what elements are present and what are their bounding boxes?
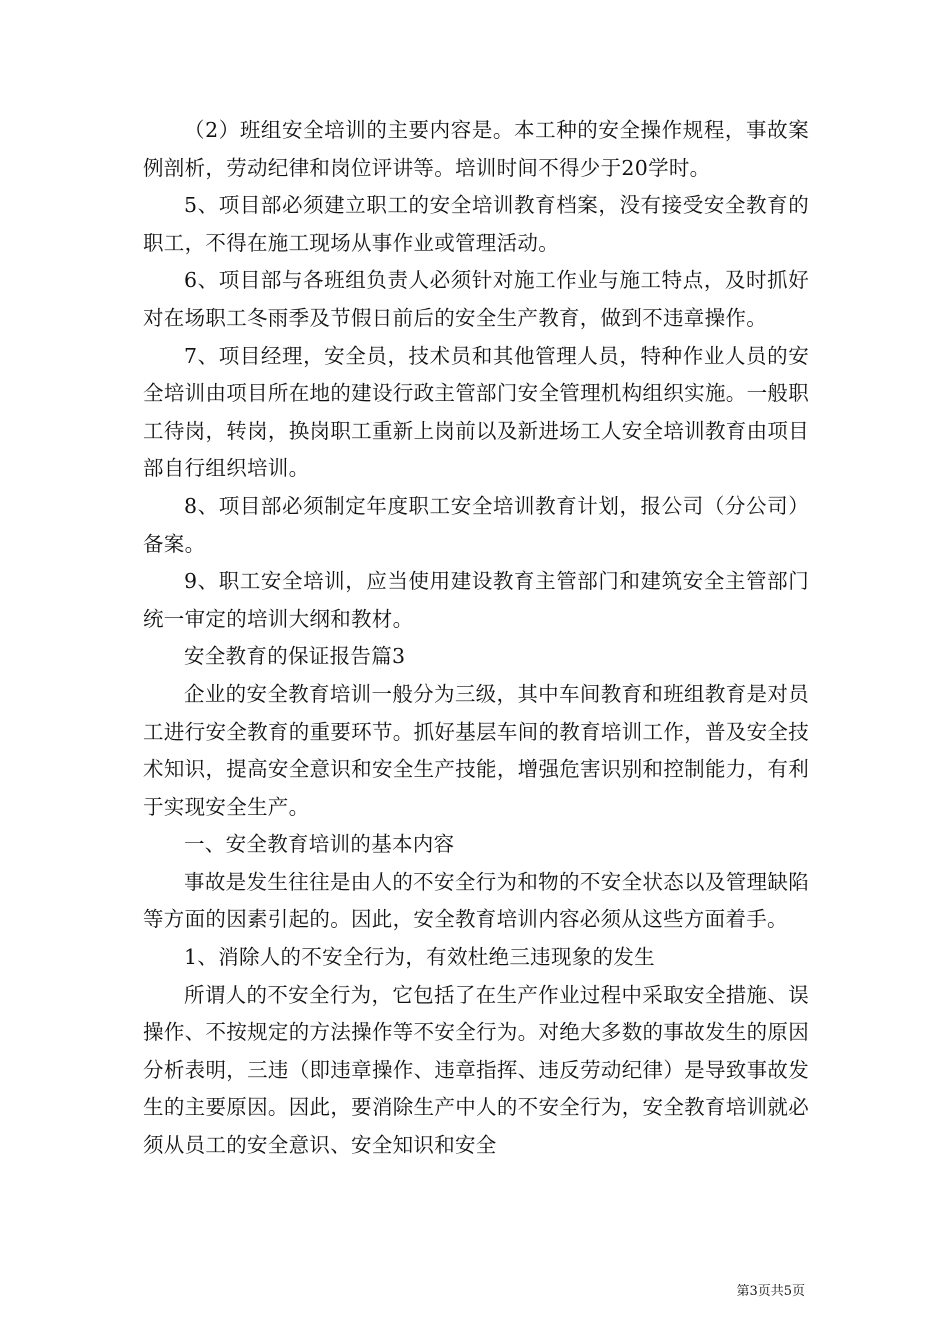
section-heading: 安全教育的保证报告篇3 <box>184 644 406 669</box>
paragraph: 事故是发生往往是由人的不安全行为和物的不安全状态以及管理缺陷等方面的因素引起的。因此，安全教育培训内容必须从这些方面着手。 <box>143 869 809 932</box>
paragraph: 6、项目部与各班组负责人必须针对施工作业与施工特点，及时抓好对在场职工冬雨季及节假日前后的安全生产教育，做到不违章操作。 <box>143 268 809 330</box>
paragraph: 所谓人的不安全行为，它包括了在生产作业过程中采取安全措施、误操作、不按规定的方法操作等不安全行为。对绝大多数的事故发生的原因分析表明，三违（即违章操作、违章指挥、违反劳动纪律）是导致事故发生的主要原因。因此，要消除生产中人的不安全行为，安全教育培训就必须从员工的安全意识、安全知识和安全 <box>143 982 809 1158</box>
paragraph: 8、项目部必须制定年度职工安全培训教育计划，报公司（分公司）备案。 <box>143 493 809 556</box>
paragraph: （2）班组安全培训的主要内容是。本工种的安全操作规程，事故案例剖析，劳动纪律和岗位评讲等。培训时间不得少于20学时。 <box>143 118 809 180</box>
paragraph: 9、职工安全培训，应当使用建设教育主管部门和建筑安全主管部门统一审定的培训大纲和教材。 <box>143 569 809 631</box>
subsection-heading: 1、消除人的不安全行为，有效杜绝三违现象的发生 <box>184 945 655 970</box>
paragraph: 7、项目经理，安全员，技术员和其他管理人员，特种作业人员的安全培训由项目所在地的建设行政主管部门安全管理机构组织实施。一般职工待岗，转岗，换岗职工重新上岗前以及新进场工人安全培训教育由项目部自行组织培训。 <box>143 343 809 481</box>
document-body <box>143 112 809 1165</box>
paragraph: 5、项目部必须建立职工的安全培训教育档案，没有接受安全教育的职工，不得在施工现场从事作业或管理活动。 <box>143 193 809 255</box>
subsection-heading: 一、安全教育培训的基本内容 <box>184 832 455 857</box>
paragraph: 企业的安全教育培训一般分为三级，其中车间教育和班组教育是对员工进行安全教育的重要环节。抓好基层车间的教育培训工作，普及安全技术知识，提高安全意识和安全生产技能，增强危害识别和控制能力，有利于实现安全生产。 <box>143 681 809 819</box>
page-number: 第3页共5页 <box>736 1284 805 1299</box>
